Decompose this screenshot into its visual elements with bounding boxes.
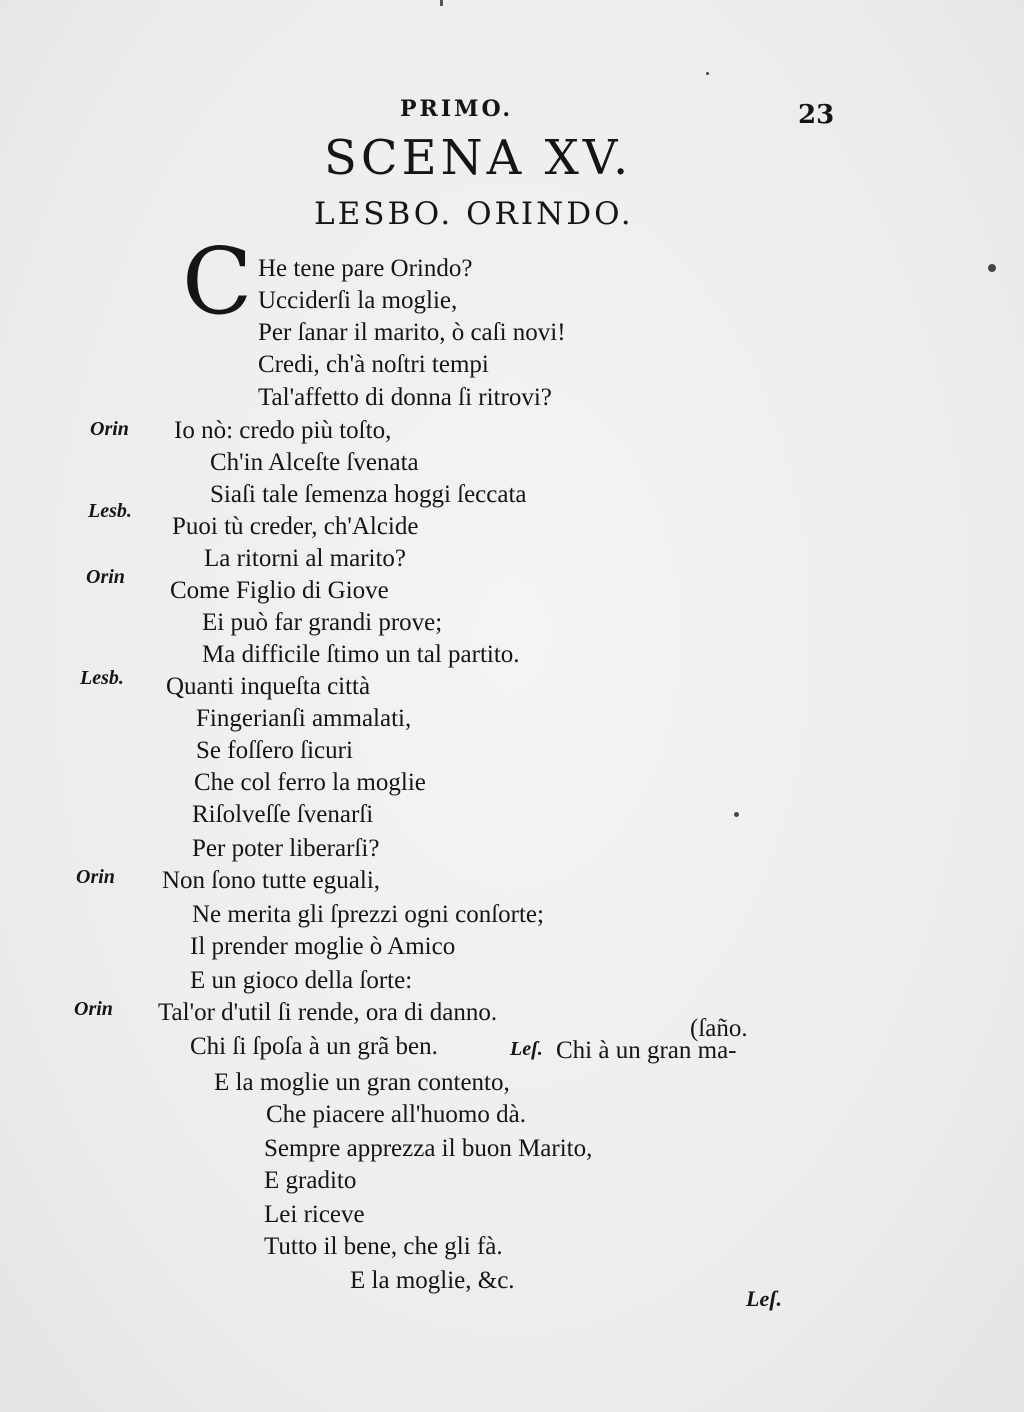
verse-line: Per poter liberarſi?	[192, 835, 380, 862]
verse-line: Lei riceve	[264, 1201, 365, 1228]
verse-line: E la moglie, &c.	[350, 1267, 515, 1294]
verse-line: E la moglie un gran contento,	[214, 1069, 510, 1096]
verse-line: Chi ſi ſpoſa à un grã ben.	[190, 1033, 438, 1060]
speaker-label: Lesb.	[80, 667, 124, 689]
verse-line: Per ſanar il marito, ò caſi novi!	[258, 319, 566, 346]
verse-line: Quanti inqueſta città	[166, 673, 371, 700]
verse-line: Come Figlio di Giove	[170, 577, 389, 604]
verse-line: Credi, ch'à noſtri tempi	[258, 351, 489, 378]
turnover-line: (ſaño.	[690, 1015, 748, 1042]
paper-speck	[706, 72, 709, 75]
verse-line: E un gioco della ſorte:	[190, 967, 413, 994]
verse-line: Ei può far grandi prove;	[202, 609, 443, 636]
verse-line: E gradito	[264, 1167, 357, 1194]
verse-line: Che col ferro la moglie	[194, 769, 426, 796]
page-number: 23	[798, 100, 835, 130]
verse-line: Chi à un gran ma-	[556, 1037, 737, 1064]
running-head: PRIMO.	[400, 96, 514, 122]
verse-line: Siaſi tale ſemenza hoggi ſeccata	[210, 481, 527, 508]
top-edge-mark	[440, 0, 443, 6]
verse-line: Ne merita gli ſprezzi ogni conſorte;	[192, 901, 544, 928]
verse-line: Ma difficile ſtimo un tal partito.	[202, 641, 520, 668]
verse-line: Fingerianſi ammalati,	[196, 705, 412, 732]
catchword: Leſ.	[746, 1286, 783, 1311]
verse-line: Tal'or d'util ſi rende, ora di danno.	[158, 999, 498, 1026]
speaker-label: Orin	[90, 418, 129, 440]
drop-cap: C	[182, 228, 253, 335]
verse-line: Puoi tù creder, ch'Alcide	[172, 513, 419, 540]
verse-line: Tal'affetto di donna ſi ritrovi?	[258, 384, 552, 411]
speaker-label: Orin	[74, 998, 113, 1020]
paper-speck	[988, 264, 996, 272]
paper-speck	[734, 812, 739, 817]
scene-characters: LESBO. ORINDO.	[314, 196, 634, 232]
verse-line: Non ſono tutte eguali,	[162, 867, 381, 894]
speaker-label: Lesb.	[88, 500, 132, 522]
verse-line: Sempre apprezza il buon Marito,	[264, 1135, 593, 1162]
verse-line: Riſolveſſe ſvenarſi	[192, 801, 374, 828]
verse-line: Il prender moglie ò Amico	[190, 933, 456, 960]
verse-line: La ritorni al marito?	[204, 545, 407, 572]
speaker-label: Orin	[76, 866, 115, 888]
verse-line: Che piacere all'huomo dà.	[266, 1101, 526, 1128]
verse-line: He tene pare Orindo?	[258, 255, 473, 282]
scene-title: SCENA XV.	[324, 130, 633, 186]
speaker-label: Orin	[86, 566, 125, 588]
inline-speaker-label: Leſ.	[510, 1038, 543, 1060]
verse-line: Ucciderſi la moglie,	[258, 287, 458, 314]
verse-line: Se foſſero ſicuri	[196, 737, 353, 764]
verse-line: Tutto il bene, che gli fà.	[264, 1233, 503, 1260]
verse-line: Ch'in Alceſte ſvenata	[210, 449, 419, 476]
verse-line: Io nò: credo più toſto,	[174, 417, 392, 444]
